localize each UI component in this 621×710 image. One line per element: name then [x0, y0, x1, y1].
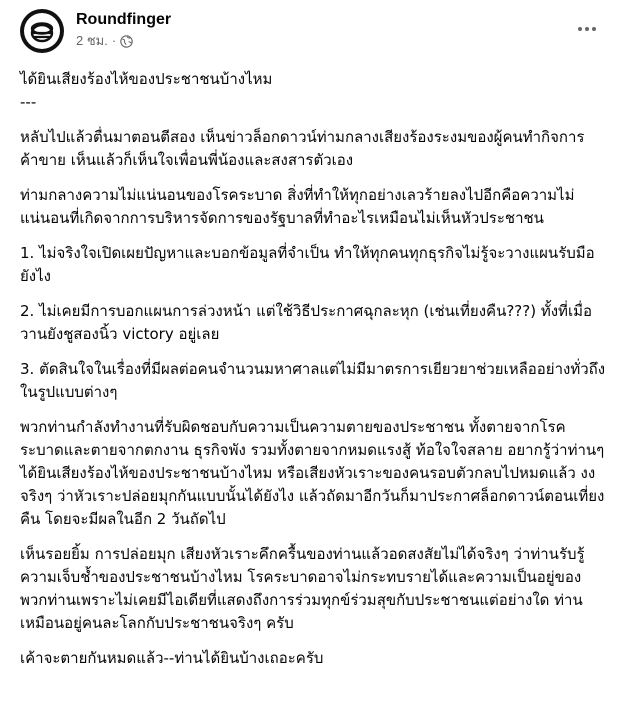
paragraph-point-1: 1. ไม่จริงใจเปิดเผยปัญหาและบอกข้อมูลที่จำเป็น ทำให้ทุกคนทุกธุรกิจไม่รู้จะวางแผนรับมือยังไง [20, 244, 595, 285]
post-header [20, 9, 605, 57]
paragraph-intro: หลับไปแล้วตื่นมาตอนตีสอง เห็นข่าวล็อกดาวน์ท่ามกลางเสียงร้องระงมของผู้คนทำกิจการค้าขาย เห็นแล้วก็เห็นใจเพื่อนพี่น้องและสงสารตัวเอง [20, 128, 585, 169]
paragraph-smiles: เห็นรอยยิ้ม การปล่อยมุก เสียงหัวเราะคึกครื้นของท่านแล้วอดสงสัยไม่ได้จริงๆ ว่าท่านรับรู้ความเจ็บช้ำของประชาชนบ้างไหม โรคระบาดอาจไม่กระทบรายได้และความเป็นอยู่ของพวกท่านเพราะไม่เคยมีไอเดียที่แสดงถึงการร่วมทุกข์ร่วมสุขกับประชาชนแต่อย่างใด ท่านเหมือนอยู่คนละโลกกับประชาชนจริงๆ ครับ [20, 545, 585, 632]
more-options-button[interactable] [569, 11, 605, 47]
author-name[interactable]: Roundfinger [76, 11, 172, 28]
post-subline [76, 33, 171, 49]
roundfinger-logo-icon [27, 16, 57, 46]
separator-dot: · [111, 33, 117, 48]
more-horizontal-icon [577, 26, 597, 32]
post-timestamp[interactable]: 2 ชม. [76, 33, 108, 48]
post-title: ได้ยินเสียงร้องไห้ของประชาชนบ้างไหม [20, 70, 273, 88]
post-content [20, 68, 608, 670]
paragraph-point-2: 2. ไม่เคยมีการบอกแผนการล่วงหน้า แต่ใช้วิธีประกาศฉุกละหุก (เช่นเที่ยงคืน???) ทั้งที่เมื่อวานยังชูสองนิ้ว victory อยู่เลย [20, 302, 592, 343]
post-divider: --- [20, 93, 37, 111]
post-meta [76, 9, 171, 49]
paragraph-closing: เค้าจะตายกันหมดแล้ว--ท่านได้ยินบ้างเถอะครับ [20, 649, 324, 667]
paragraph-uncertainty: ท่ามกลางความไม่แน่นอนของโรคระบาด สิ่งที่ทำให้ทุกอย่างเลวร้ายลงไปอีกคือความไม่แน่นอนที่เกิดจากการบริหารจัดการของรัฐบาลที่ทำอะไรเหมือนไม่เห็นหัวประชาชน [20, 186, 575, 227]
author-avatar[interactable] [20, 9, 64, 53]
paragraph-responsibility: พวกท่านกำลังทำงานที่รับผิดชอบกับความเป็นความตายของประชาชน ทั้งตายจากโรคระบาดและตายจากตกงาน ธุรกิจพัง รวมทั้งตายจากหมดแรงสู้ ท้อใจใจสลาย อยากรู้ว่าท่านๆได้ยินเสียงร้องไห้ของประชาชนบ้างไหม หรือเสียงหัวเราะของคนรอบตัวกลบไปหมดแล้ว งงจริงๆ ว่าหัวเราะปล่อยมุกกันแบบนั้นได้ยังไง แล้วถัดมาอีกวันก็มาประกาศล็อกดาวน์ตอนเที่ยงคืน โดยจะมีผลในอีก 2 วันถัดไป [20, 418, 605, 528]
paragraph-point-3: 3. ตัดสินใจในเรื่องที่มีผลต่อคนจำนวนมหาศาลแต่ไม่มีมาตรการเยียวยาช่วยเหลืออย่างทั่วถึงในรูปแบบต่างๆ [20, 360, 606, 401]
globe-icon[interactable] [120, 35, 133, 48]
